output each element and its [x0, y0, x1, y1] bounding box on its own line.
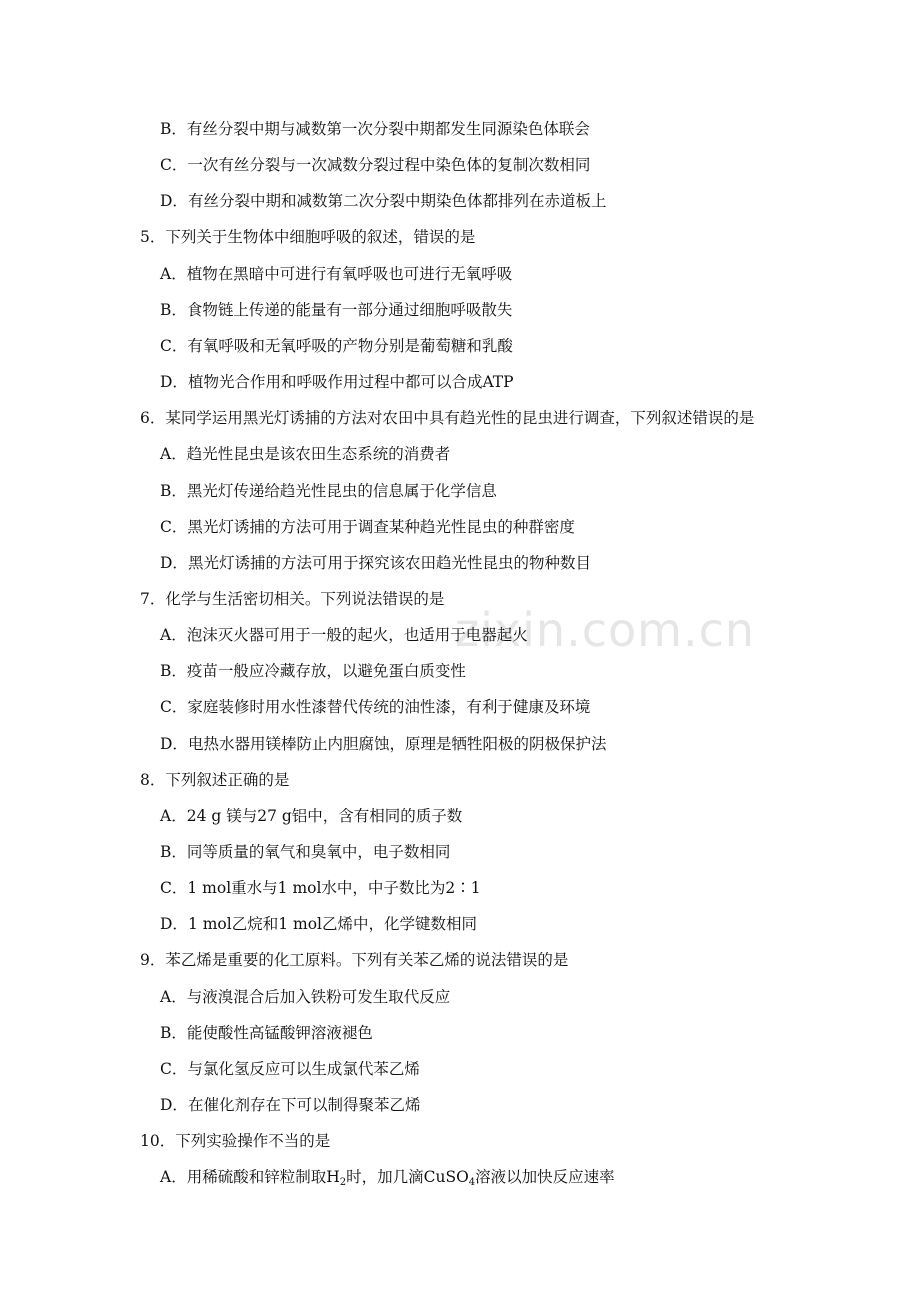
option-label: C．	[160, 518, 188, 536]
option-label: B．	[160, 482, 187, 500]
option-label: D．	[160, 373, 188, 391]
question-number: 10．	[140, 1132, 176, 1150]
option-line	[160, 553, 591, 573]
option-label: D．	[160, 735, 188, 753]
option-text: 在催化剂存在下可以制得聚苯乙烯	[187, 1096, 421, 1114]
option-label: B．	[160, 301, 187, 319]
option-line	[160, 1167, 615, 1187]
subscript: 4	[468, 1177, 476, 1188]
question-text: 下列关于生物体中细胞呼吸的叙述，错误的是	[165, 228, 476, 246]
option-label: B．	[160, 843, 187, 861]
option-line	[160, 1059, 420, 1079]
option-text: 24 g 镁与27 g铝中，含有相同的质子数	[186, 807, 463, 825]
option-text: 与液溴混合后加入铁粉可发生取代反应	[186, 988, 451, 1006]
question-text: 某同学运用黑光灯诱捕的方法对农田中具有趋光性的昆虫进行调查，下列叙述错误的是	[165, 409, 755, 427]
option-text: 电热水器用镁棒防止内胆腐蚀，原理是牺牲阳极的阴极保护法	[187, 735, 607, 753]
option-label: D．	[160, 915, 188, 933]
option-text-part: 用稀硫酸和锌粒制取H	[186, 1168, 340, 1186]
option-text: 同等质量的氧气和臭氧中，电子数相同	[186, 843, 451, 861]
option-text: 1 mol乙烷和1 mol乙烯中，化学键数相同	[187, 915, 477, 933]
option-label: C．	[160, 337, 188, 355]
option-text: 一次有丝分裂与一次减数分裂过程中染色体的复制次数相同	[187, 156, 591, 174]
option-text: 能使酸性高锰酸钾溶液褪色	[186, 1024, 373, 1042]
option-label: A．	[160, 988, 187, 1006]
option-line	[160, 444, 450, 464]
option-line	[160, 155, 590, 175]
option-label: A．	[160, 1168, 187, 1186]
option-text: 有氧呼吸和无氧呼吸的产物分别是葡萄糖和乳酸	[187, 337, 513, 355]
option-line	[160, 878, 481, 898]
option-label: C．	[160, 879, 188, 897]
question-stem	[140, 770, 289, 790]
option-line	[160, 300, 512, 320]
question-text: 化学与生活密切相关。下列说法错误的是	[165, 590, 445, 608]
option-line	[160, 336, 513, 356]
option-line	[160, 481, 497, 501]
option-text-part: 溶液以加快反应速率	[475, 1168, 615, 1186]
option-label: D．	[160, 1096, 188, 1114]
option-text: 有丝分裂中期和减数第二次分裂中期染色体都排列在赤道板上	[187, 192, 607, 210]
question-number: 9．	[140, 951, 166, 969]
option-label: C．	[160, 698, 188, 716]
option-line	[160, 1023, 373, 1043]
question-number: 5．	[140, 228, 166, 246]
option-text: 黑光灯传递给趋光性昆虫的信息属于化学信息	[186, 482, 497, 500]
question-stem	[140, 227, 475, 247]
option-text: 与氯化氢反应可以生成氯代苯乙烯	[187, 1060, 420, 1078]
option-label: A．	[160, 445, 187, 463]
question-stem	[140, 408, 754, 428]
option-line	[160, 191, 606, 211]
option-text: 家庭装修时用水性漆替代传统的油性漆，有利于健康及环境	[187, 698, 591, 716]
option-label: A．	[160, 807, 187, 825]
option-label: B．	[160, 1024, 187, 1042]
option-label: A．	[160, 265, 187, 283]
question-stem	[140, 589, 444, 609]
option-line	[160, 264, 512, 284]
question-number: 8．	[140, 771, 166, 789]
option-label: D．	[160, 554, 188, 572]
option-text: 黑光灯诱捕的方法可用于探究该农田趋光性昆虫的物种数目	[187, 554, 591, 572]
option-text: 黑光灯诱捕的方法可用于调查某种趋光性昆虫的种群密度	[187, 518, 575, 536]
option-line	[160, 625, 528, 645]
option-line	[160, 517, 575, 537]
watermark: zixin.com.cn	[455, 603, 756, 657]
option-line	[160, 697, 590, 717]
option-line	[160, 734, 606, 754]
question-text: 下列实验操作不当的是	[175, 1132, 331, 1150]
question-text: 下列叙述正确的是	[165, 771, 290, 789]
option-label: B．	[160, 662, 187, 680]
option-text: 植物光合作用和呼吸作用过程中都可以合成ATP	[187, 373, 514, 391]
option-line	[160, 1095, 420, 1115]
option-line	[160, 987, 450, 1007]
option-text: 食物链上传递的能量有一部分通过细胞呼吸散失	[186, 301, 513, 319]
option-line	[160, 119, 590, 139]
option-line	[160, 914, 477, 934]
option-line	[160, 806, 462, 826]
option-label: C．	[160, 156, 188, 174]
option-text: 有丝分裂中期与减数第一次分裂中期都发生同源染色体联会	[186, 120, 590, 138]
option-text: 植物在黑暗中可进行有氧呼吸也可进行无氧呼吸	[186, 265, 513, 283]
option-line	[160, 842, 450, 862]
question-number: 7．	[140, 590, 166, 608]
option-line	[160, 372, 514, 392]
option-label: D．	[160, 192, 188, 210]
option-line	[160, 661, 466, 681]
option-text: 疫苗一般应冷藏存放，以避免蛋白质变性	[186, 662, 466, 680]
question-text: 苯乙烯是重要的化工原料。下列有关苯乙烯的说法错误的是	[165, 951, 569, 969]
option-text-part: 时，加几滴CuSO	[346, 1168, 469, 1186]
option-text: 1 mol重水与1 mol水中，中子数比为2∶1	[187, 879, 481, 897]
option-text: 泡沫灭火器可用于一般的起火，也适用于电器起火	[186, 626, 528, 644]
option-label: B．	[160, 120, 187, 138]
option-label: A．	[160, 626, 187, 644]
subscript: 2	[339, 1177, 347, 1188]
question-stem	[140, 1131, 330, 1151]
question-stem	[140, 950, 568, 970]
option-text: 趋光性昆虫是该农田生态系统的消费者	[186, 445, 451, 463]
option-label: C．	[160, 1060, 188, 1078]
question-number: 6．	[140, 409, 166, 427]
